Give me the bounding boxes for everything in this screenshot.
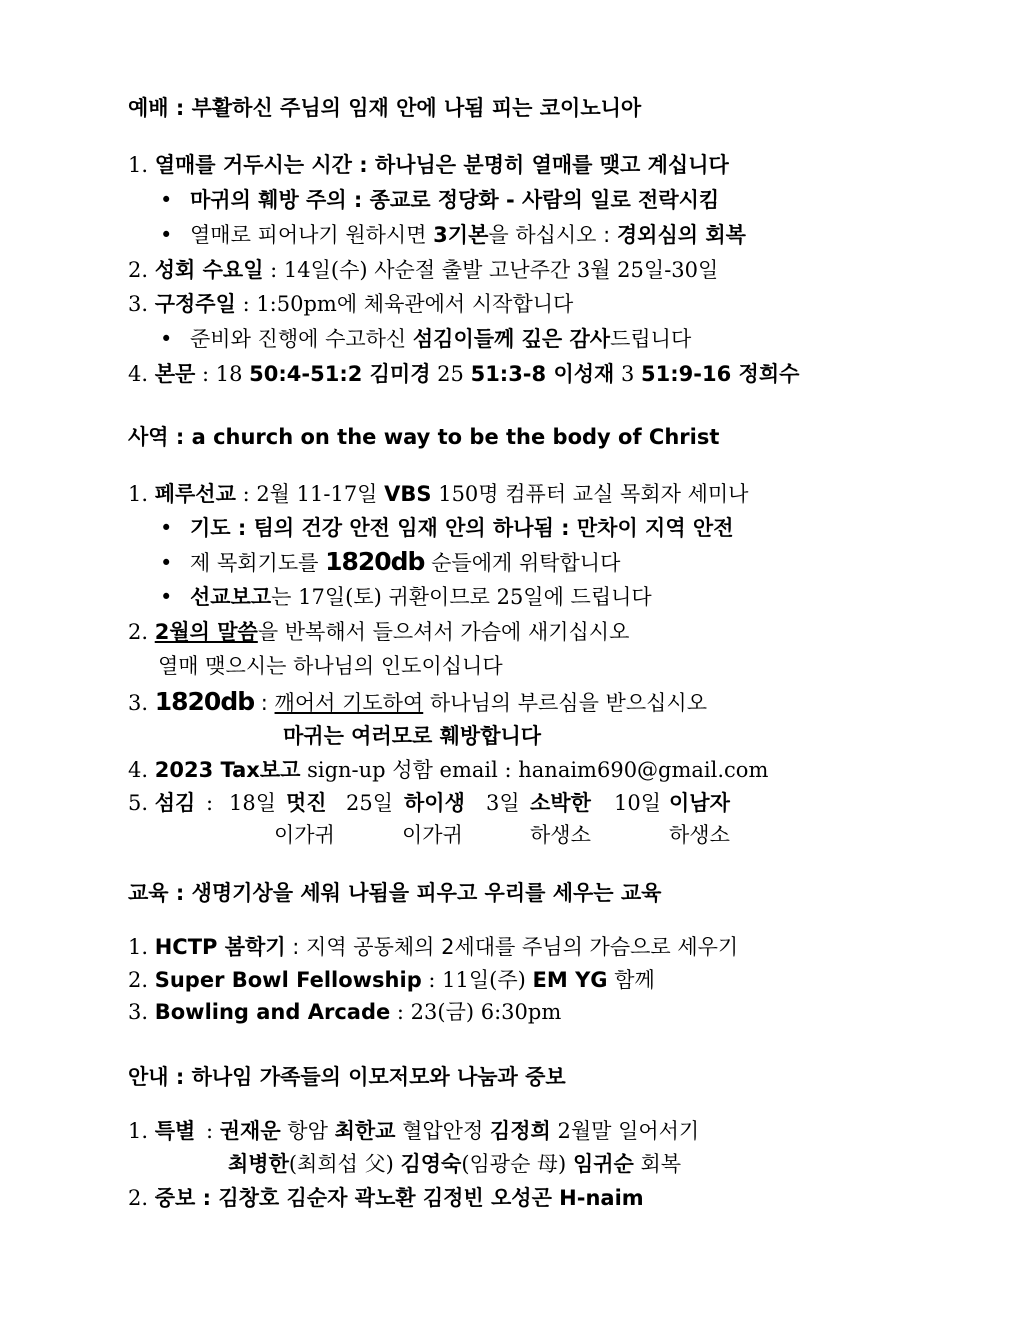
ministry-item-4 — [128, 756, 768, 784]
item-text: : 지역 공동체의 2세대를 주님의 가슴으로 세우기 — [285, 935, 739, 959]
bullet-bold: 선교보고 — [190, 585, 272, 609]
ministry-item-3 — [128, 688, 707, 717]
ministry-item-1 — [128, 480, 748, 508]
item-number: 3. — [128, 292, 149, 316]
item-number: 2. — [128, 258, 149, 282]
item-text: : 김창호 김순자 곽노환 김정빈 오성곤 H-naim — [195, 1186, 644, 1210]
bullet-logo-text: 1820db — [325, 547, 425, 576]
item-label: 2월의 말씀 — [154, 620, 258, 644]
item-number: 2. — [128, 1186, 149, 1210]
prayer-need: 혈압안정 — [395, 1119, 490, 1143]
section-title-notice: 안내 : 하나임 가족들의 이모저모와 나눔과 중보 — [128, 1065, 566, 1089]
item-number: 4. — [128, 758, 149, 782]
prayer-need: (최희섭 父) — [288, 1152, 401, 1176]
education-item-1 — [128, 933, 738, 961]
item-text: : — [254, 691, 275, 715]
bullet-icon: • — [160, 551, 173, 575]
notice-item-1-content — [206, 1117, 699, 1145]
item-text: : 1:50pm에 체육관에서 시작합니다 — [235, 292, 574, 316]
item-number: 1. — [128, 482, 149, 506]
item-number: 3. — [128, 1000, 149, 1024]
member-name: 최병한 — [228, 1152, 289, 1176]
ministry-item-3-line-2: 마귀는 여러모로 훼방합니다 — [283, 724, 542, 748]
serve-date-3: 3일 — [486, 791, 520, 815]
bullet-icon: • — [160, 188, 173, 212]
item-label: 중보 — [154, 1186, 196, 1210]
section-title-education: 교육 : 생명기상을 세워 나됨을 피우고 우리를 세우는 교육 — [128, 881, 662, 905]
notice-item-1-line-2 — [228, 1150, 681, 1178]
worship-item-1-bullet-1 — [160, 186, 719, 214]
bullet-text: 준비와 진행에 수고하신 — [190, 327, 413, 351]
colon: : — [206, 1119, 220, 1143]
prayer-need: 항암 — [280, 1119, 335, 1143]
section-title-worship: 예배 : 부활하신 주님의 임재 안에 나됨 피는 코이노니아 — [128, 96, 642, 120]
bullet-text: 을 하십시오 : — [488, 223, 617, 247]
bullet-bold: 섬김이들께 깊은 감사 — [412, 327, 611, 351]
bullet-bold: 경외심의 회복 — [616, 223, 746, 247]
serve-team-2: 하이생 — [404, 791, 465, 815]
item-bold: VBS — [384, 482, 432, 506]
serve-team-4: 이남자 — [669, 791, 730, 815]
worship-item-3-bullet-1 — [160, 325, 691, 353]
worship-item-1-bullet-2 — [160, 221, 746, 249]
notice-item-2 — [128, 1184, 644, 1212]
serve-date-2: 25일 — [346, 791, 394, 815]
reader-name: 정희수 — [731, 362, 800, 386]
bullet-icon: • — [160, 223, 173, 247]
reader-name: 이성재 — [546, 362, 615, 386]
worship-item-1-text: 열매를 거두시는 시간 : 하나님은 분명히 열매를 맺고 계십니다 — [154, 153, 729, 177]
item-label: 본문 — [154, 362, 196, 386]
worship-item-1 — [128, 151, 729, 179]
item-number: 3. — [128, 691, 149, 715]
reader-name: 김미경 — [362, 362, 431, 386]
item-text: : 14일(수) 사순절 출발 고난주간 3월 25일-30일 — [263, 258, 719, 282]
item-label: 섬김 — [154, 791, 196, 815]
bullet-text: 제 목회기도를 — [190, 551, 326, 575]
item-text: 하나님의 부르심을 받으십시오 — [423, 691, 707, 715]
bullet-text: 마귀의 훼방 주의 : 종교로 정당화 - 사람의 일로 전락시킴 — [190, 188, 720, 212]
ministry-item-2 — [128, 618, 629, 646]
ministry-item-1-bullet-2 — [160, 548, 620, 577]
ministry-item-5-colon: : — [206, 791, 214, 815]
ministry-item-1-bullet-3 — [160, 583, 652, 611]
serve-date-1: 18일 — [229, 791, 277, 815]
item-label: HCTP 봄학기 — [154, 935, 286, 959]
serve-group-3: 하생소 — [530, 823, 591, 847]
bullet-text: 순들에게 위탁합니다 — [424, 551, 621, 575]
member-name: 권재운 — [219, 1119, 281, 1143]
serve-team-1: 멋진 — [286, 791, 327, 815]
ministry-item-2-line-2: 열매 맺으시는 하나님의 인도이십니다 — [158, 654, 503, 678]
notice-item-1 — [128, 1117, 195, 1145]
item-label: 2023 Tax보고 — [154, 758, 301, 782]
serve-group-1: 이가귀 — [274, 823, 335, 847]
prayer-need: 회복 — [633, 1152, 682, 1176]
bullet-text: 기도 : 팀의 건강 안전 임재 안의 하나됨 : 만차이 지역 안전 — [190, 516, 734, 540]
worship-item-2 — [128, 256, 718, 284]
prayer-need: 2월말 일어서기 — [550, 1119, 700, 1143]
ministry-item-5 — [128, 789, 195, 817]
serve-group-4: 하생소 — [669, 823, 730, 847]
worship-item-4 — [128, 360, 799, 388]
item-text: : 11일(주) — [421, 968, 533, 992]
item-text: 함께 — [607, 968, 655, 992]
item-text: : 18 — [195, 362, 250, 386]
item-number: 2. — [128, 620, 149, 644]
item-text: 150명 컴퓨터 교실 목회자 세미나 — [431, 482, 749, 506]
item-number: 1. — [128, 1119, 149, 1143]
scripture-ref: 51:9-16 — [641, 362, 732, 386]
item-label: 성회 수요일 — [154, 258, 264, 282]
item-number: 4. — [128, 362, 149, 386]
item-bold: EM YG — [532, 968, 608, 992]
bullet-icon: • — [160, 516, 173, 540]
section-title-ministry: 사역 : a church on the way to be the body of Christ — [128, 425, 720, 449]
item-number: 2. — [128, 968, 149, 992]
ministry-item-1-bullet-1 — [160, 514, 734, 542]
bullet-text: 드립니다 — [610, 327, 692, 351]
scripture-ref: 50:4-51:2 — [249, 362, 363, 386]
serve-group-2: 이가귀 — [402, 823, 463, 847]
item-number: 1. — [128, 935, 149, 959]
item-label: 페루선교 — [154, 482, 236, 506]
item-number: 5. — [128, 791, 149, 815]
education-item-3 — [128, 998, 561, 1026]
worship-item-3 — [128, 290, 573, 318]
item-label: 구정주일 — [154, 292, 236, 316]
item-logo-text: 1820db — [154, 687, 255, 716]
member-name: 김영숙 — [400, 1152, 462, 1176]
bullet-bold: 3기본 — [433, 223, 489, 247]
item-text: sign-up 성함 email : hanaim690@gmail.com — [300, 758, 769, 782]
item-label: Bowling and Arcade — [154, 1000, 391, 1024]
bullet-icon: • — [160, 327, 173, 351]
item-text: 을 반복해서 들으셔서 가슴에 새기십시오 — [257, 620, 630, 644]
education-item-2 — [128, 966, 655, 994]
member-name: 임귀순 — [572, 1152, 634, 1176]
item-text: 3 — [614, 362, 642, 386]
item-label: Super Bowl Fellowship — [154, 968, 422, 992]
item-label: 특별 — [154, 1119, 196, 1143]
bullet-icon: • — [160, 585, 173, 609]
item-text: : 23(금) 6:30pm — [390, 1000, 562, 1024]
serve-team-3: 소박한 — [530, 791, 591, 815]
bullet-text: 는 17일(토) 귀환이므로 25일에 드립니다 — [271, 585, 652, 609]
member-name: 최한교 — [334, 1119, 396, 1143]
item-number: 1. — [128, 153, 149, 177]
scripture-ref: 51:3-8 — [470, 362, 547, 386]
prayer-need: (임광순 母) — [461, 1152, 573, 1176]
member-name: 김정희 — [489, 1119, 551, 1143]
bullet-text: 열매로 피어나기 원하시면 — [190, 223, 434, 247]
item-text: 25 — [430, 362, 471, 386]
item-underline: 깨어서 기도하여 — [274, 691, 424, 715]
item-text: : 2월 11-17일 — [235, 482, 385, 506]
serve-date-4: 10일 — [614, 791, 662, 815]
